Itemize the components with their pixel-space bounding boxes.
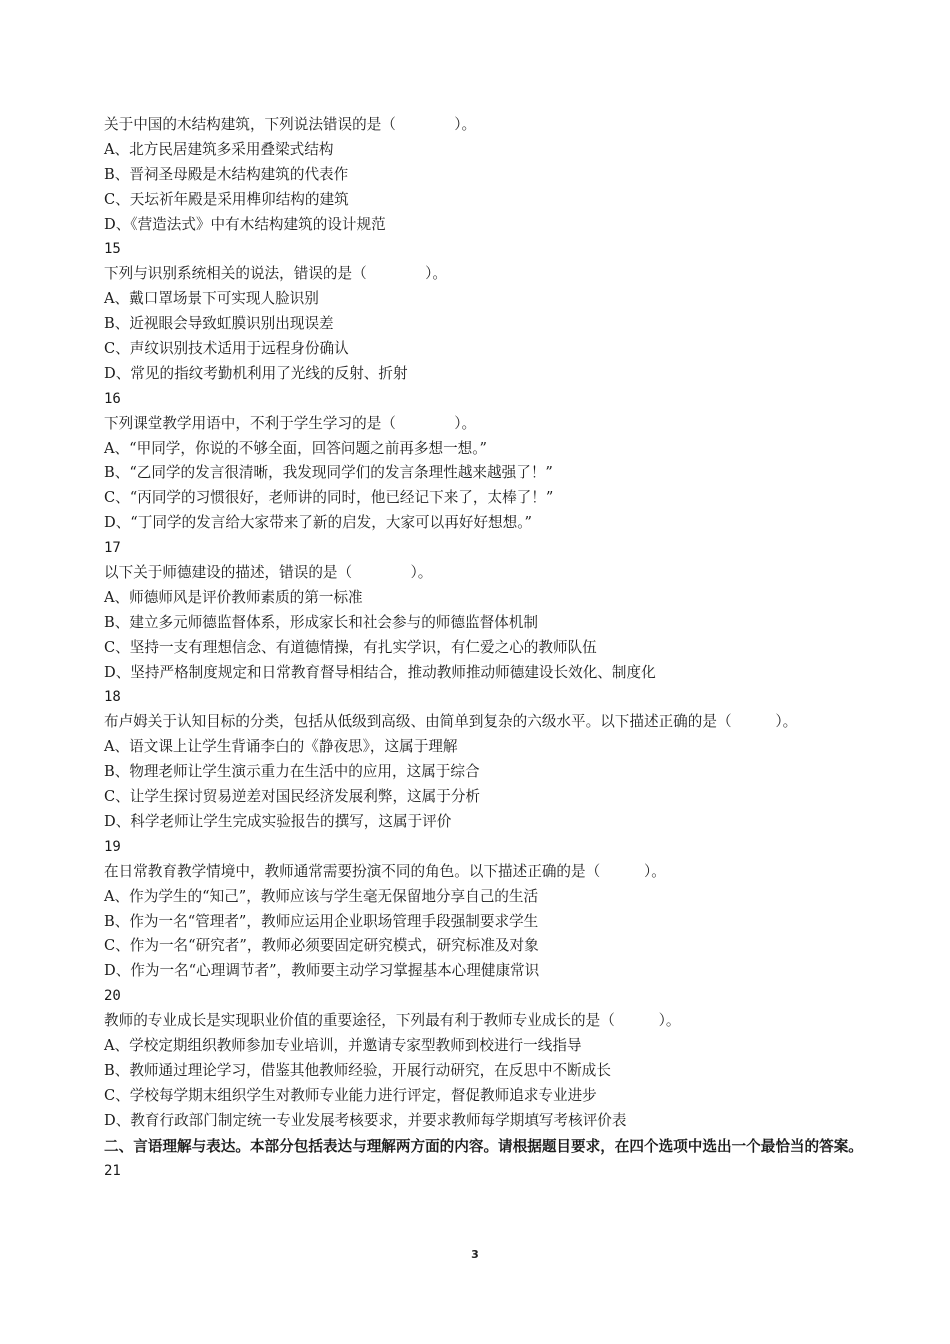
question-stem: 以下关于师德建设的描述，错误的是（ ）。 bbox=[104, 564, 433, 582]
option-b: B、教师通过理论学习，借鉴其他教师经验，开展行动研究，在反思中不断成长 bbox=[104, 1061, 611, 1079]
question-stem: 教师的专业成长是实现职业价值的重要途径，下列最有利于教师专业成长的是（ ）。 bbox=[104, 1012, 681, 1030]
option-d: D、“丁同学的发言给大家带来了新的启发，大家可以再好好想想。” bbox=[104, 514, 532, 532]
option-b: B、近视眼会导致虹膜识别出现误差 bbox=[104, 315, 334, 333]
option-b: B、晋祠圣母殿是木结构建筑的代表作 bbox=[104, 165, 349, 183]
option-b: B、“乙同学的发言很清晰，我发现同学们的发言条理性越来越强了！” bbox=[104, 464, 553, 482]
option-d: D、《营造法式》中有木结构建筑的设计规范 bbox=[104, 215, 386, 233]
option-b: B、建立多元师德监督体系，形成家长和社会参与的师德监督体机制 bbox=[104, 613, 538, 631]
option-d: D、常见的指纹考勤机利用了光线的反射、折射 bbox=[104, 364, 408, 382]
option-c: C、声纹识别技术适用于远程身份确认 bbox=[104, 340, 349, 358]
question-stem: 下列课堂教学用语中，不利于学生学习的是（ ）。 bbox=[104, 414, 477, 432]
question-number: 15 bbox=[104, 241, 121, 258]
question-stem: 关于中国的木结构建筑，下列说法错误的是（ ）。 bbox=[104, 116, 477, 133]
question-number: 16 bbox=[104, 390, 121, 407]
page-number: 3 bbox=[471, 1248, 479, 1261]
option-a: A、“甲同学，你说的不够全面，回答问题之前再多想一想。” bbox=[104, 439, 488, 457]
option-a: A、作为学生的“知己”，教师应该与学生毫无保留地分享自己的生活 bbox=[104, 887, 539, 905]
question-number: 17 bbox=[104, 540, 121, 557]
option-d: D、坚持严格制度规定和日常教育督导相结合，推动教师推动师德建设长效化、制度化 bbox=[104, 663, 656, 681]
option-a: A、戴口罩场景下可实现人脸识别 bbox=[104, 290, 319, 308]
option-a: A、北方民居建筑多采用叠梁式结构 bbox=[104, 140, 334, 158]
option-c: C、作为一名“研究者”，教师必须要固定研究模式，研究标准及对象 bbox=[104, 937, 539, 955]
option-c: C、坚持一支有理想信念、有道德情操，有扎实学识，有仁爱之心的教师队伍 bbox=[104, 638, 597, 656]
option-d: D、作为一名“心理调节者”，教师要主动学习掌握基本心理健康常识 bbox=[104, 962, 540, 980]
option-d: D、教育行政部门制定统一专业发展考核要求，并要求教师每学期填写考核评价表 bbox=[104, 1111, 627, 1129]
option-c: C、“丙同学的习惯很好，老师讲的同时，他已经记下来了，太棒了！” bbox=[104, 489, 554, 507]
option-b: B、作为一名“管理者”，教师应运用企业职场管理手段强制要求学生 bbox=[104, 912, 539, 930]
section-heading: 二、言语理解与表达。本部分包括表达与理解两方面的内容。请根据题目要求，在四个选项中选出一个最恰当的答案。 bbox=[104, 1137, 863, 1155]
option-a: A、师德师风是评价教师素质的第一标准 bbox=[104, 588, 363, 606]
question-stem: 下列与识别系统相关的说法，错误的是（ ）。 bbox=[104, 265, 447, 283]
option-c: C、天坛祈年殿是采用榫卯结构的建筑 bbox=[104, 190, 349, 208]
option-c: C、学校每学期末组织学生对教师专业能力进行评定，督促教师追求专业进步 bbox=[104, 1086, 597, 1104]
question-stem: 布卢姆关于认知目标的分类，包括从低级到高级、由简单到复杂的六级水平。以下描述正确的是（ ）。 bbox=[104, 713, 798, 731]
option-a: A、语文课上让学生背诵李白的《静夜思》，这属于理解 bbox=[104, 738, 458, 756]
question-stem: 在日常教育教学情境中，教师通常需要扮演不同的角色。以下描述正确的是（ ）。 bbox=[104, 862, 666, 880]
question-number: 20 bbox=[104, 988, 121, 1005]
question-list bbox=[0, 113, 950, 1183]
option-c: C、让学生探讨贸易逆差对国民经济发展利弊，这属于分析 bbox=[104, 788, 481, 806]
option-a: A、学校定期组织教师参加专业培训，并邀请专家型教师到校进行一线指导 bbox=[104, 1036, 582, 1054]
option-b: B、物理老师让学生演示重力在生活中的应用，这属于综合 bbox=[104, 763, 480, 781]
question-number: 18 bbox=[104, 689, 121, 706]
question-number: 21 bbox=[104, 1162, 121, 1179]
option-d: D、科学老师让学生完成实验报告的撰写，这属于评价 bbox=[104, 812, 452, 830]
question-number: 19 bbox=[104, 838, 121, 855]
